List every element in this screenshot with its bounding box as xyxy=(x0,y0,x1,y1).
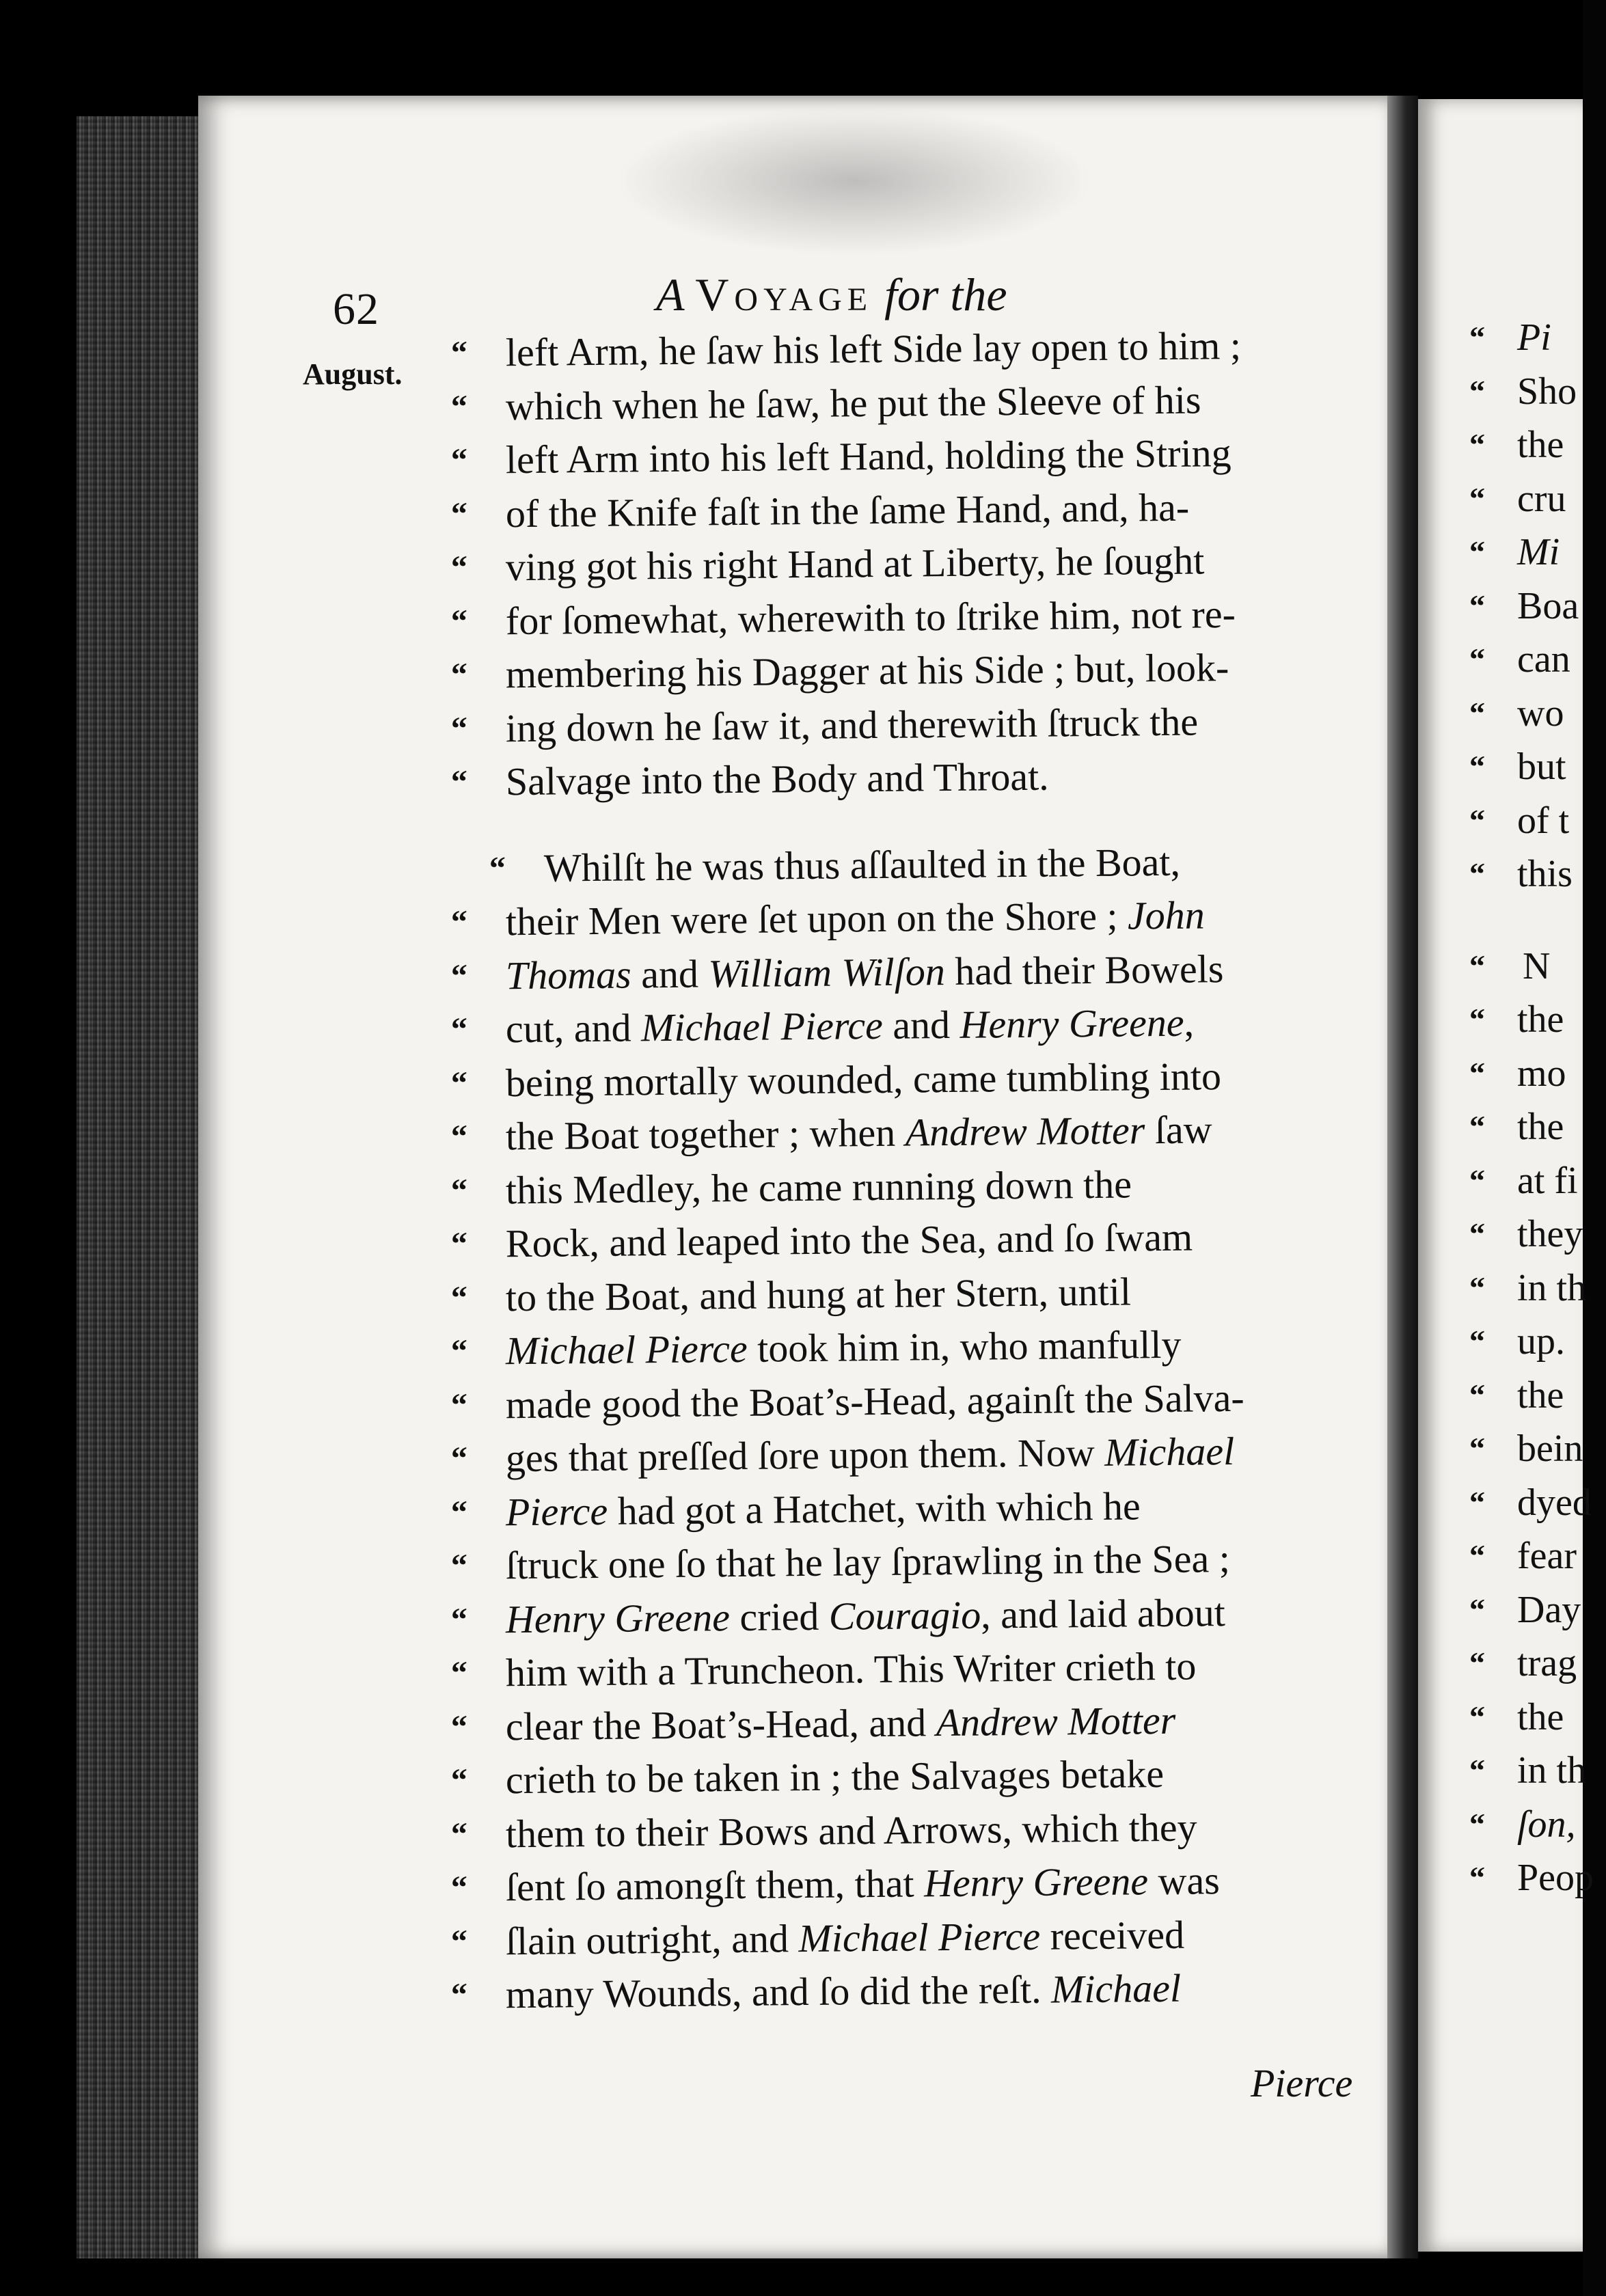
quote-mark: “ xyxy=(1469,1270,1485,1305)
facing-line: “ dyed xyxy=(1469,1476,1606,1530)
page-number: 62 xyxy=(333,284,379,334)
quote-mark: “ xyxy=(450,1654,468,1691)
quote-mark: “ xyxy=(489,849,506,886)
quote-mark: “ xyxy=(450,334,468,371)
text-line: “ clear the Boat’s-Head, and Andrew Motter xyxy=(451,1692,1354,1754)
quote-mark: “ xyxy=(450,957,468,994)
quote-mark: “ xyxy=(1469,1109,1485,1144)
quote-mark: “ xyxy=(1469,856,1485,891)
facing-line: “ up. xyxy=(1469,1315,1606,1369)
quote-mark: “ xyxy=(1469,1162,1485,1198)
facing-line: “ cru xyxy=(1469,472,1606,526)
quote-mark: “ xyxy=(1469,1591,1485,1627)
quote-mark: “ xyxy=(1469,480,1485,516)
text-line: “ their Men were ſet upon on the Shore ; John xyxy=(451,887,1354,949)
quote-mark: “ xyxy=(1469,1806,1485,1842)
facing-line: “ N xyxy=(1469,940,1606,994)
facing-line: “ but xyxy=(1469,740,1606,794)
quote-mark: “ xyxy=(450,1976,468,2013)
quote-mark: “ xyxy=(1469,588,1485,623)
quote-mark: “ xyxy=(1469,1484,1485,1520)
quote-mark: “ xyxy=(450,1118,468,1155)
facing-line: “ Day xyxy=(1469,1583,1606,1637)
quote-mark: “ xyxy=(450,1011,468,1048)
text-line: “ the Boat together ; when Andrew Motter ſaw xyxy=(451,1102,1354,1164)
text-line: “ made good the Boat’s-Head, againſt the Salva- xyxy=(451,1370,1354,1432)
text-line: “ Pierce had got a Hatchet, with which he xyxy=(451,1477,1354,1540)
quote-mark: “ xyxy=(1469,1055,1485,1091)
quote-mark: “ xyxy=(1469,1538,1485,1573)
quote-mark: “ xyxy=(1469,695,1485,730)
quote-mark: “ xyxy=(1469,373,1485,409)
ink-smudge xyxy=(615,106,1093,256)
quote-mark: “ xyxy=(450,1923,468,1960)
facing-line: “ the xyxy=(1469,418,1606,472)
running-title xyxy=(656,268,1007,322)
text-line: “ membering his Dagger at his Side ; but, look- xyxy=(451,640,1354,702)
facing-line: “ at fi xyxy=(1469,1154,1606,1208)
facing-line: “ the xyxy=(1469,1369,1606,1423)
quote-mark: “ xyxy=(450,903,468,940)
margin-note: August. xyxy=(303,357,403,391)
facing-line: “ fear xyxy=(1469,1529,1606,1583)
facing-line: “ of t xyxy=(1469,794,1606,848)
quote-mark: “ xyxy=(450,388,468,425)
quote-mark: “ xyxy=(450,763,468,800)
quote-mark: “ xyxy=(1469,1324,1485,1358)
paragraph-gap xyxy=(1469,901,1606,940)
quote-mark: “ xyxy=(450,1065,468,1102)
quote-mark: “ xyxy=(1469,1216,1485,1251)
facing-line: “ Boa xyxy=(1469,579,1606,633)
text-line: “ crieth to be taken in ; the Salvages betake xyxy=(451,1745,1354,1807)
text-line: “ them to their Bows and Arrows, which they xyxy=(451,1799,1354,1861)
quote-mark: “ xyxy=(1469,1431,1485,1466)
facing-line: “ this xyxy=(1469,847,1606,901)
text-line: “ for ſomewhat, wherewith to ſtrike him, not re- xyxy=(451,586,1354,648)
quote-mark: “ xyxy=(450,1762,468,1799)
text-line: “ of the Knife faſt in the ſame Hand, and, ha- xyxy=(451,479,1354,541)
facing-line: “ the xyxy=(1469,993,1606,1047)
quote-mark: “ xyxy=(450,495,468,532)
quote-mark: “ xyxy=(450,1440,468,1477)
quote-mark: “ xyxy=(1469,749,1485,784)
quote-mark: “ xyxy=(450,1225,468,1262)
facing-line: “ Mi xyxy=(1469,525,1606,579)
facing-line: “ mo xyxy=(1469,1047,1606,1101)
quote-mark: “ xyxy=(1469,1753,1485,1788)
catchword: Pierce xyxy=(1251,2061,1353,2105)
quote-mark: “ xyxy=(1469,320,1485,355)
text-line: “ Thomas and William Wilſon had their Bowels xyxy=(451,941,1354,1003)
quote-mark: “ xyxy=(1469,642,1485,676)
facing-line: “ can xyxy=(1469,633,1606,687)
text-line: “ ſent ſo amongſt them, that Henry Greene was xyxy=(451,1853,1354,1915)
text-line: “ ſlain outright, and Michael Pierce received xyxy=(451,1906,1354,1969)
running-title-smallcaps: Voyage xyxy=(695,269,873,320)
facing-line: “ bein xyxy=(1469,1422,1606,1476)
quote-mark: “ xyxy=(450,710,468,747)
text-line: “ which when he ſaw, he put the Sleeve of his xyxy=(451,372,1354,434)
text-line: “ Michael Pierce took him in, who manfully xyxy=(451,1316,1354,1378)
quote-mark: “ xyxy=(450,1332,468,1369)
text-line: “ Henry Greene cried Couragio, and laid about xyxy=(451,1585,1354,1647)
quote-mark: “ xyxy=(450,1279,468,1316)
facing-line: “ Peop xyxy=(1469,1851,1606,1905)
facing-line: “ the xyxy=(1469,1691,1606,1745)
main-text xyxy=(450,323,1353,2023)
text-line: “ being mortally wounded, came tumbling into xyxy=(451,1048,1354,1110)
quote-mark: “ xyxy=(1469,1645,1485,1680)
text-line: “ ſtruck one ſo that he lay ſprawling in the Sea ; xyxy=(451,1531,1354,1593)
quote-mark: “ xyxy=(450,1547,468,1584)
quote-mark: “ xyxy=(450,1708,468,1745)
quote-mark: “ xyxy=(450,441,468,478)
quote-mark: “ xyxy=(1469,948,1485,983)
quote-mark: “ xyxy=(1469,1860,1485,1895)
text-line: “ many Wounds, and ſo did the reſt. Michael xyxy=(451,1960,1354,2022)
quote-mark: “ xyxy=(1469,534,1485,569)
facing-page-text xyxy=(1469,311,1606,1905)
quote-mark: “ xyxy=(450,1494,468,1531)
quote-mark: “ xyxy=(450,1172,468,1209)
text-line: “ ing down he ſaw it, and therewith ſtruck the xyxy=(451,694,1354,756)
page-edges xyxy=(77,116,213,2258)
facing-line: “ the xyxy=(1469,1100,1606,1154)
facing-line: “ in th xyxy=(1469,1744,1606,1798)
quote-mark: “ xyxy=(450,1869,468,1906)
facing-line: “ Pi xyxy=(1469,311,1606,365)
running-title-suffix: for the xyxy=(884,269,1007,320)
facing-line: “ in th xyxy=(1469,1261,1606,1315)
text-line: “ Rock, and leaped into the Sea, and ſo ſwam xyxy=(451,1209,1354,1271)
facing-line: “ they xyxy=(1469,1207,1606,1261)
text-line: “ left Arm, he ſaw his left Side lay open to him ; xyxy=(451,318,1354,380)
quote-mark: “ xyxy=(450,549,468,586)
text-line: “ cut, and Michael Pierce and Henry Greene, xyxy=(451,994,1354,1056)
quote-mark: “ xyxy=(1469,1377,1485,1412)
book-gutter xyxy=(1387,96,1418,2258)
quote-mark: “ xyxy=(1469,427,1485,462)
text-line: “ Whilſt he was thus aſſaulted in the Boat, xyxy=(451,834,1354,896)
text-line: “ him with a Truncheon. This Writer crieth to xyxy=(451,1638,1354,1700)
text-line: “ this Medley, he came running down the xyxy=(451,1156,1354,1218)
facing-line: “ wo xyxy=(1469,687,1606,741)
text-line: “ Salvage into the Body and Throat. xyxy=(451,747,1354,809)
quote-mark: “ xyxy=(450,1816,468,1853)
running-title-prefix: A xyxy=(656,269,684,320)
text-line: “ ges that preſſed ſore upon them. Now Michael xyxy=(451,1423,1354,1486)
quote-mark: “ xyxy=(450,1601,468,1638)
text-line: “ left Arm into his left Hand, holding the String xyxy=(451,425,1354,487)
quote-mark: “ xyxy=(450,656,468,693)
facing-line: “ Sho xyxy=(1469,365,1606,419)
quote-mark: “ xyxy=(1469,802,1485,838)
facing-line: “ ſon, xyxy=(1469,1798,1606,1852)
quote-mark: “ xyxy=(450,603,468,640)
quote-mark: “ xyxy=(1469,1699,1485,1734)
text-line: “ to the Boat, and hung at her Stern, until xyxy=(451,1263,1354,1325)
text-line: “ ving got his right Hand at Liberty, he ſought xyxy=(451,532,1354,594)
facing-line: “ trag xyxy=(1469,1637,1606,1691)
quote-mark: “ xyxy=(450,1386,468,1423)
quote-mark: “ xyxy=(1469,1002,1485,1037)
